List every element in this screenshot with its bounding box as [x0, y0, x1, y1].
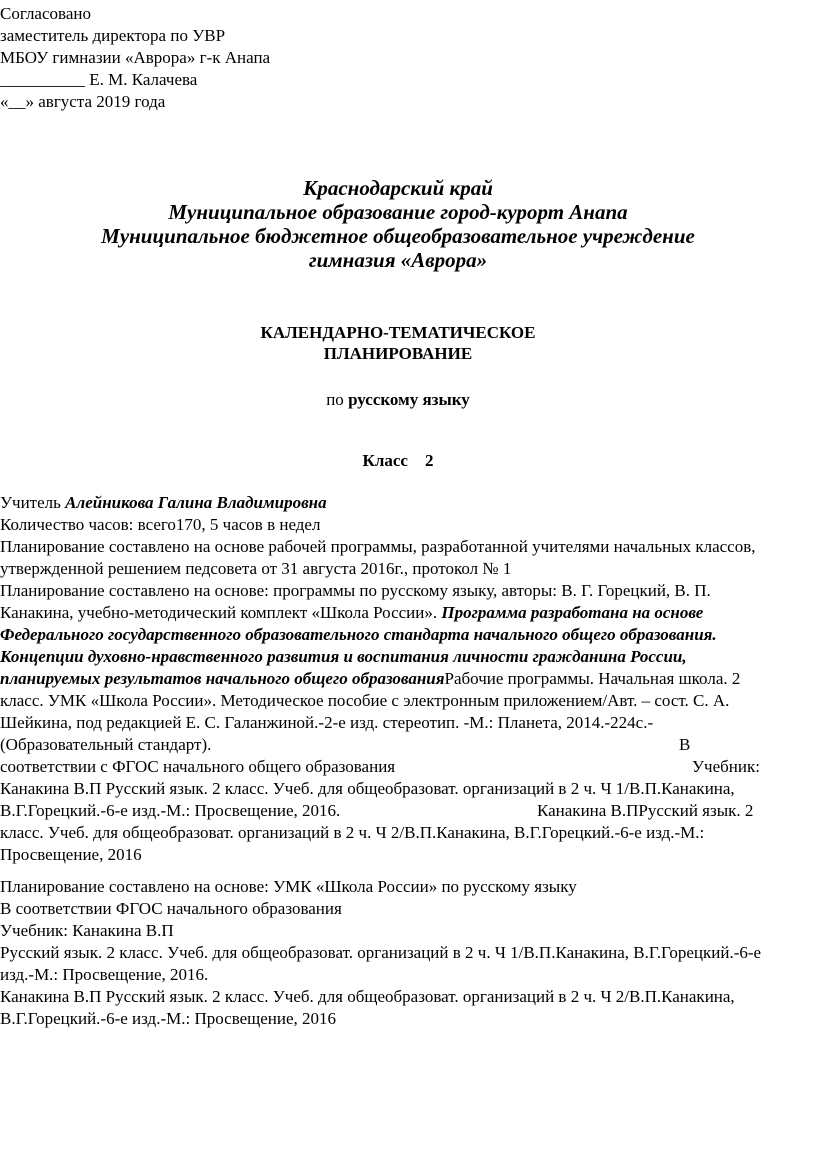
body-emphasis: Программа разработана на основе [441, 603, 704, 622]
header-municipality: Муниципальное образование город-курорт Анапа [168, 200, 628, 224]
teacher-label: Учитель [0, 493, 61, 512]
class-line [0, 450, 796, 472]
body-text: Учебник: [692, 757, 760, 776]
body-line: Шейкина, под редакцией Е. С. Галанжиной.-2-е изд. стереотип. -М.: Планета, 2014.-224с.- [0, 713, 654, 732]
body-text: В [679, 735, 691, 754]
approval-line-1: Согласовано [0, 4, 91, 23]
approval-date: «__» августа 2019 года [0, 92, 166, 111]
approval-line-3: МБОУ гимназии «Аврора» г-к Анапа [0, 48, 271, 67]
document-title-line-1: КАЛЕНДАРНО-ТЕМАТИЧЕСКОЕ [260, 323, 536, 342]
class-value: 2 [424, 451, 434, 470]
approval-line-2: заместитель директора по УВР [0, 26, 226, 45]
subject-line [0, 389, 796, 411]
header-region: Краснодарский край [303, 176, 493, 200]
body-line: Планирование составлено на основе рабочей программы, разработанной учителями начальных классов, [0, 537, 756, 556]
body-emphasis-line: Федерального государственного образовательного стандарта начального общего образования. [0, 625, 717, 644]
body-text: (Образовательный стандарт). [0, 735, 212, 754]
body-line: Планирование составлено на основе: УМК «Школа России» по русскому языку [0, 877, 577, 896]
class-label: Класс [362, 451, 408, 470]
body-text: соответствии с ФГОС начального общего образования [0, 757, 396, 776]
body-emphasis-line: Концепции духовно-нравственного развития и воспитания личности гражданина России, [0, 647, 687, 666]
body-text: В.Г.Горецкий.-6-е изд.-М.: Просвещение, 2016. [0, 801, 341, 820]
body-line: Просвещение, 2016 [0, 845, 142, 864]
teacher-name: Алейникова Галина Владимировна [65, 493, 327, 512]
body-line: класс. Учеб. для общеобразоват. организаций в 2 ч. Ч 2/В.П.Канакина, В.Г.Горецкий.-6-е изд.-М.: [0, 823, 705, 842]
approval-signature-line: __________ Е. М. Калачева [0, 70, 198, 89]
body-line: класс. УМК «Школа России». Методическое пособие с электронным приложением/Авт. – сост. С. А. [0, 691, 730, 710]
header-institution-line-1: Муниципальное бюджетное общеобразовательное учреждение [101, 224, 695, 248]
body-line: В.Г.Горецкий.-6-е изд.-М.: Просвещение, 2016 [0, 1009, 337, 1028]
hours-line: Количество часов: всего170, 5 часов в недел [0, 515, 321, 534]
body-line: Канакина В.П Русский язык. 2 класс. Учеб. для общеобразоват. организаций в 2 ч. Ч 2/В.П.Канакина, [0, 987, 735, 1006]
document-title-line-2: ПЛАНИРОВАНИЕ [323, 344, 473, 363]
body-text: Рабочие программы. Начальная школа. 2 [444, 669, 741, 688]
subject-name: русскому языку [348, 390, 470, 409]
subject-prefix: по [326, 390, 344, 409]
body-line: изд.-М.: Просвещение, 2016. [0, 965, 209, 984]
body-line [0, 602, 703, 624]
teacher-line [0, 492, 327, 514]
body-line: В соответствии ФГОС начального образования [0, 899, 342, 918]
body-line [0, 668, 740, 690]
body-line: утвержденной решением педсовета от 31 августа 2016г., протокол № 1 [0, 559, 512, 578]
body-text: Канакина В.ПРусский язык. 2 [537, 801, 754, 820]
header-institution-line-2: гимназия «Аврора» [308, 248, 488, 272]
body-line: Учебник: Канакина В.П [0, 921, 174, 940]
body-line: Русский язык. 2 класс. Учеб. для общеобразоват. организаций в 2 ч. Ч 1/В.П.Канакина, В.Г.Горецкий.-6-е [0, 943, 762, 962]
body-emphasis: планируемых результатов начального общего образования [0, 669, 445, 688]
body-line: Канакина В.П Русский язык. 2 класс. Учеб. для общеобразоват. организаций в 2 ч. Ч 1/В.П.Канакина, [0, 779, 735, 798]
body-line: Планирование составлено на основе: программы по русскому языку, авторы: В. Г. Горецкий, В. П. [0, 581, 711, 600]
body-text: Канакина, учебно-методический комплект «Школа России». [0, 603, 442, 622]
